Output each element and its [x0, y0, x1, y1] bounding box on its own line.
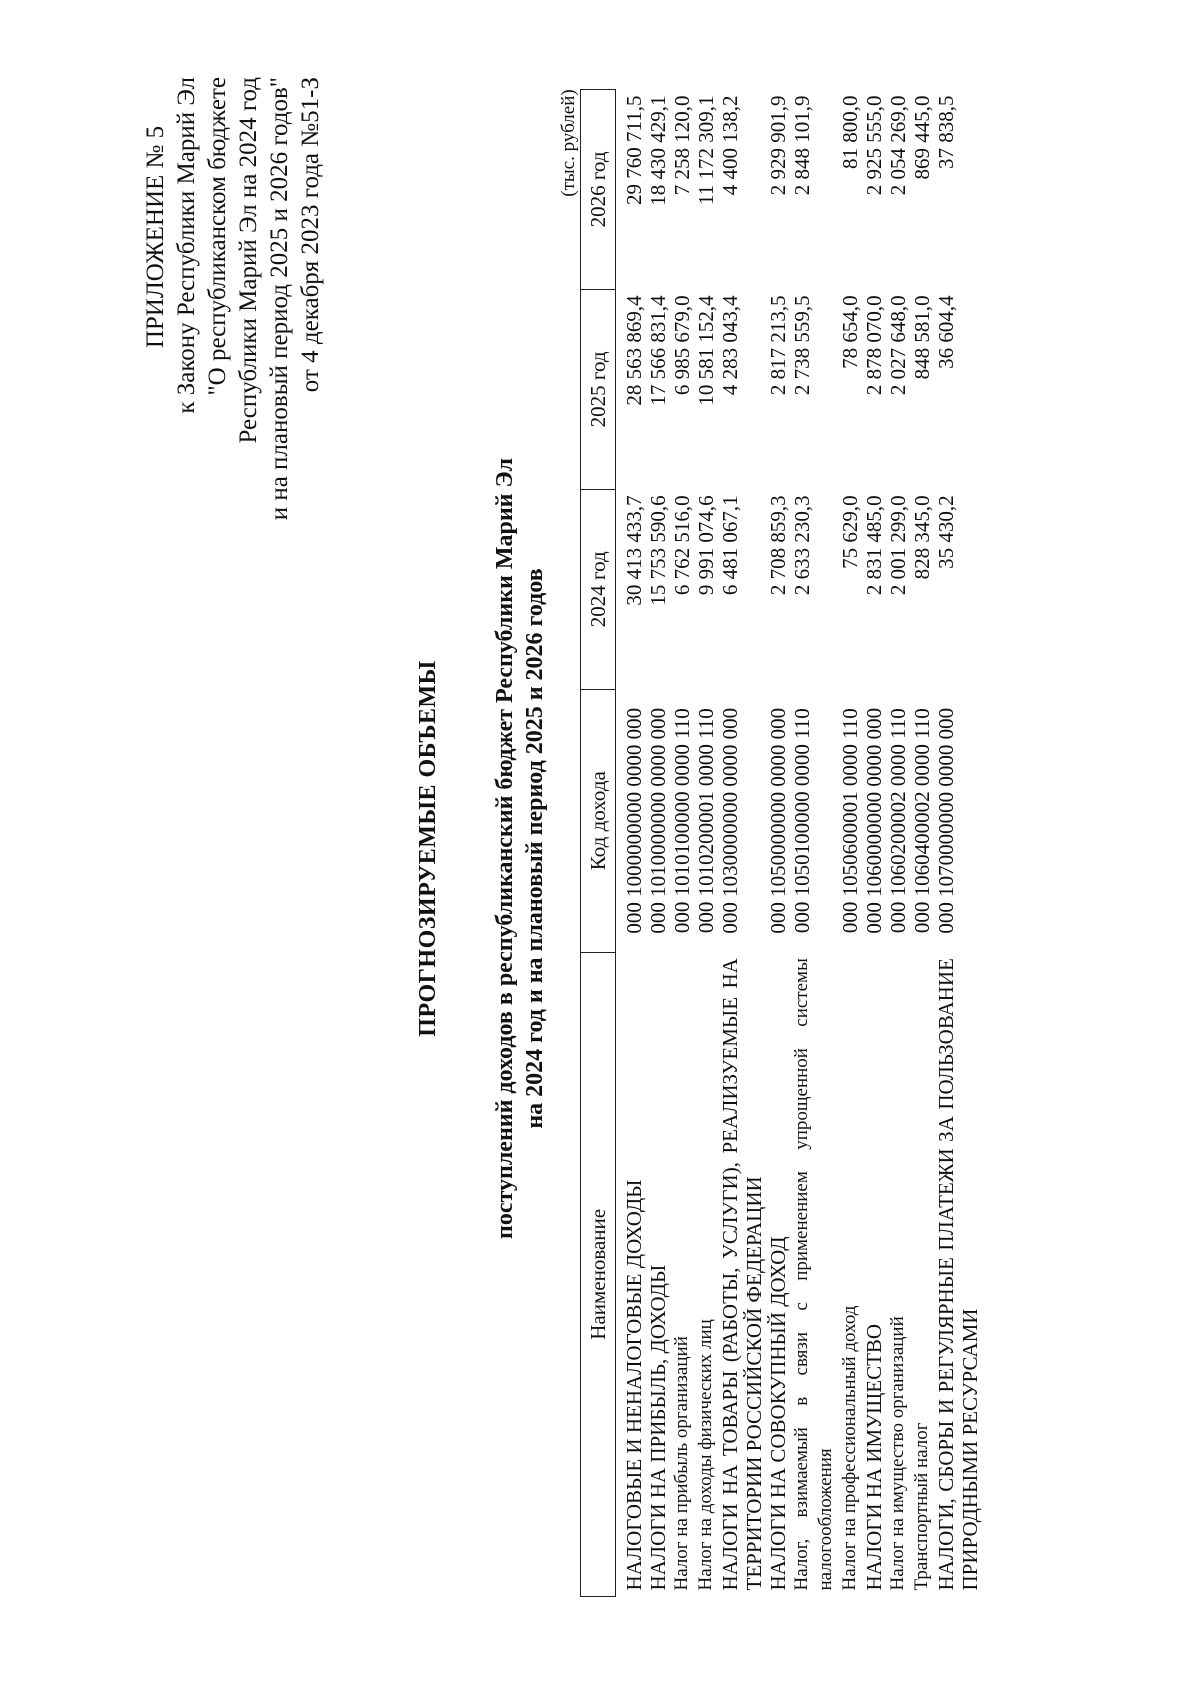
document-title: ПРОГНОЗИРУЕМЫЕ ОБЪЕМЫ — [415, 660, 441, 1037]
row-code-cell: 000 1060000000 0000 000 — [862, 707, 886, 934]
table-row — [838, 90, 862, 1597]
row-2025-cell: 17 566 831,4 — [646, 295, 670, 406]
row-2025-cell: 10 581 152,4 — [694, 295, 718, 406]
row-code-cell: 000 1010200001 0000 110 — [694, 708, 718, 934]
row-2024-cell: 75 629,0 — [838, 495, 862, 569]
row-2025-cell: 2 878 070,0 — [862, 295, 886, 396]
row-code-cell: 000 1070000000 0000 000 — [934, 707, 958, 934]
row-2025-cell: 2 738 559,5 — [790, 295, 814, 396]
row-2024-cell: 2 633 230,3 — [790, 495, 814, 596]
header-2024: 2024 год — [581, 489, 616, 689]
row-2024-cell: 15 753 590,6 — [646, 495, 670, 606]
document-subtitle — [490, 0, 550, 1697]
revenue-table — [580, 89, 982, 1597]
units-label: (тыс. рублей) — [558, 89, 579, 197]
row-name-cell: Налог на профессиональный доход — [839, 1305, 860, 1591]
row-2024-cell: 2 708 859,3 — [766, 495, 790, 596]
row-2026-cell: 11 172 309,1 — [694, 95, 718, 205]
row-2026-cell: 81 800,0 — [838, 95, 862, 169]
row-2026-cell: 37 838,5 — [934, 95, 958, 169]
row-2026-cell: 4 400 138,2 — [718, 95, 742, 196]
row-2024-cell: 35 430,2 — [934, 495, 958, 569]
row-name-cell: НАЛОГОВЫЕ И НЕНАЛОГОВЫЕ ДОХОДЫ — [622, 1179, 646, 1591]
row-code-cell: 000 1000000000 0000 000 — [622, 707, 646, 934]
row-2025-cell: 78 654,0 — [838, 295, 862, 369]
table-row — [646, 90, 670, 1597]
row-name-cell: НАЛОГИ, СБОРЫ И РЕГУЛЯРНЫЕ ПЛАТЕЖИ ЗА ПОЛЬЗОВАНИЕ ПРИРОДНЫМИ РЕСУРСАМИ — [934, 958, 982, 1591]
row-code-cell: 000 1060200002 0000 110 — [886, 708, 910, 934]
approval-line: и на плановый период 2025 и 2026 годов" — [266, 77, 293, 521]
approval-date-line: от 4 декабря 2023 года №51-З — [297, 77, 324, 393]
row-2025-cell: 36 604,4 — [934, 295, 958, 369]
row-2024-cell: 6 762 516,0 — [670, 495, 694, 596]
approval-line: "О республиканском бюджете — [204, 77, 231, 396]
row-2025-cell: 4 283 043,4 — [718, 295, 742, 396]
row-code-cell: 000 1030000000 0000 000 — [718, 707, 742, 934]
row-2024-cell: 828 345,0 — [910, 495, 934, 580]
row-2026-cell: 2 929 901,9 — [766, 95, 790, 196]
row-2025-cell: 28 563 869,4 — [622, 295, 646, 406]
row-name-cell: НАЛОГИ НА ПРИБЫЛЬ, ДОХОДЫ — [646, 1264, 670, 1591]
row-2024-cell: 9 991 074,6 — [694, 495, 718, 596]
table-row — [694, 90, 718, 1597]
subtitle-line: на 2024 год и на плановый период 2025 и 2026 годов — [522, 568, 548, 1129]
row-code-cell: 000 1010000000 0000 000 — [646, 707, 670, 934]
row-2026-cell: 2 054 269,0 — [886, 95, 910, 196]
table-row — [934, 90, 982, 1597]
row-name-cell: Налог, взимаемый в связи с применением упрощенной системы налогообложения — [791, 958, 836, 1591]
row-code-cell: 000 1050600001 0000 110 — [838, 708, 862, 934]
table-row — [616, 90, 647, 1597]
row-2024-cell: 2 001 299,0 — [886, 495, 910, 596]
row-2025-cell: 848 581,0 — [910, 295, 934, 380]
table-row — [790, 90, 838, 1597]
approval-line: к Закону Республики Марий Эл — [173, 77, 200, 414]
row-2024-cell: 2 831 485,0 — [862, 495, 886, 596]
row-2026-cell: 2 848 101,9 — [790, 95, 814, 196]
approval-block — [140, 77, 326, 697]
row-code-cell: 000 1060400002 0000 110 — [910, 708, 934, 934]
header-2025: 2025 год — [581, 289, 616, 489]
row-2025-cell: 2 027 648,0 — [886, 295, 910, 396]
row-2024-cell: 6 481 067,1 — [718, 495, 742, 596]
subtitle-line: поступлений доходов в республиканский бюджет Республики Марий Эл — [492, 458, 518, 1239]
table-row — [766, 90, 790, 1597]
header-2026: 2026 год — [581, 90, 616, 290]
appendix-number: ПРИЛОЖЕНИЕ № 5 — [142, 125, 169, 349]
row-2026-cell: 18 430 429,1 — [646, 95, 670, 206]
table-row — [862, 90, 886, 1597]
row-2025-cell: 2 817 213,5 — [766, 295, 790, 396]
header-code: Код дохода — [581, 689, 616, 952]
row-2026-cell: 29 760 711,5 — [622, 95, 646, 205]
row-name-cell: Налог на доходы физических лиц — [695, 1319, 716, 1591]
row-code-cell: 000 1050100000 0000 110 — [790, 708, 814, 934]
header-name: Наименование — [581, 952, 616, 1596]
row-name-cell: НАЛОГИ НА ИМУЩЕСТВО — [862, 1323, 886, 1591]
row-code-cell: 000 1010100000 0000 110 — [670, 708, 694, 934]
row-name-cell: Налог на имущество организаций — [887, 1316, 908, 1591]
table-row — [910, 90, 934, 1597]
approval-line: Республики Марий Эл на 2024 год — [235, 77, 262, 444]
row-2026-cell: 869 445,0 — [910, 95, 934, 180]
row-name-cell: НАЛОГИ НА ТОВАРЫ (РАБОТЫ, УСЛУГИ), РЕАЛИЗУЕМЫЕ НА ТЕРРИТОРИИ РОССИЙСКОЙ ФЕДЕРАЦИИ — [718, 958, 766, 1591]
table-header-row — [581, 90, 616, 1597]
table-row — [670, 90, 694, 1597]
row-2026-cell: 2 925 555,0 — [862, 95, 886, 196]
table-row — [886, 90, 910, 1597]
row-name-cell: Налог на прибыль организаций — [671, 1336, 692, 1591]
row-name-cell: НАЛОГИ НА СОВОКУПНЫЙ ДОХОД — [766, 1236, 790, 1591]
row-code-cell: 000 1050000000 0000 000 — [766, 707, 790, 934]
table-body — [616, 90, 983, 1597]
row-2025-cell: 6 985 679,0 — [670, 295, 694, 396]
row-2026-cell: 7 258 120,0 — [670, 95, 694, 196]
row-name-cell: Транспортный налог — [911, 1422, 932, 1591]
table-row — [718, 90, 766, 1597]
row-2024-cell: 30 413 433,7 — [622, 495, 646, 606]
